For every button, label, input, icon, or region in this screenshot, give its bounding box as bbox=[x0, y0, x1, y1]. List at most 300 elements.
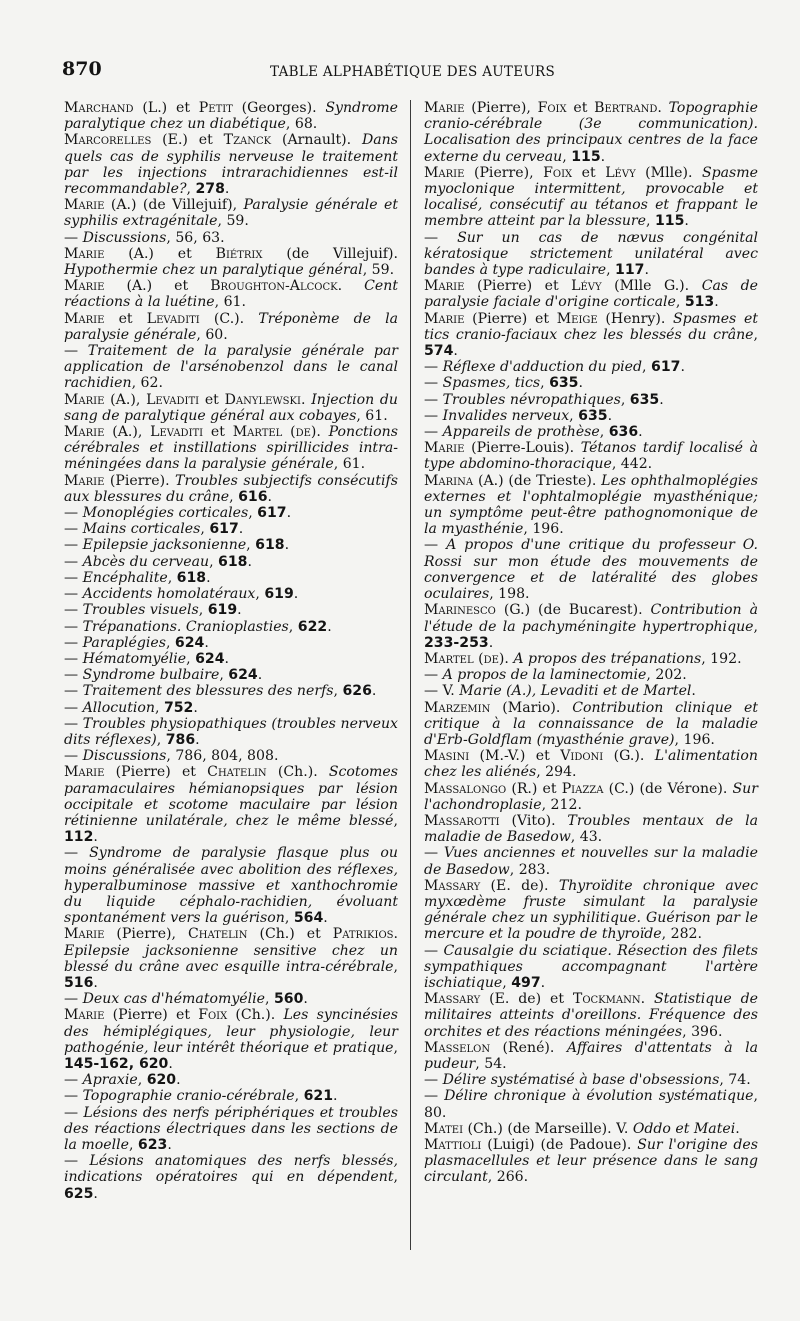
index-entry bbox=[424, 473, 758, 538]
entry-text: — bbox=[424, 229, 458, 246]
entry-title: Vues anciennes et nouvelles sur la maladie de Basedow bbox=[424, 845, 758, 878]
entry-text: (Mario). bbox=[490, 699, 573, 716]
page-ref: 145-162, 620 bbox=[64, 1055, 169, 1072]
entry-text: (Ch.). bbox=[266, 764, 329, 781]
page-ref: 564 bbox=[293, 910, 324, 927]
entry-text: , 56, 63. bbox=[166, 229, 225, 246]
author-name: Marie bbox=[64, 245, 105, 262]
author-name: Marina bbox=[424, 472, 474, 489]
entry-text: (Luigi) (de Padoue). bbox=[481, 1137, 638, 1153]
index-entry bbox=[64, 926, 398, 991]
author-name: Marinesco bbox=[424, 602, 496, 619]
entry-text: , 294. bbox=[536, 764, 577, 781]
entry-text: (A.) et bbox=[104, 278, 211, 295]
entry-title: Sur un cas de nævus congénital kératosique strictement unilatéral avec bandes à type radiculaire bbox=[424, 229, 758, 279]
index-entry bbox=[64, 521, 398, 537]
entry-title: Apraxie bbox=[82, 1072, 138, 1089]
index-entry bbox=[424, 667, 758, 683]
entry-text: . bbox=[168, 1055, 173, 1072]
entry-text: — bbox=[424, 1088, 445, 1105]
entry-title: Invalides nerveux bbox=[442, 407, 570, 424]
entry-text: . bbox=[657, 100, 669, 116]
page-ref: 624 bbox=[195, 650, 225, 667]
entry-title: Syndrome bulbaire bbox=[82, 667, 220, 684]
author-name: Marzemin bbox=[424, 699, 491, 716]
index-entry bbox=[64, 537, 398, 553]
entry-text: , 202. bbox=[646, 667, 687, 684]
entry-text: (Pierre) et bbox=[104, 1007, 199, 1024]
entry-text: , bbox=[165, 634, 175, 651]
index-entry bbox=[64, 845, 398, 926]
page-ref: 636 bbox=[608, 424, 639, 441]
author-name: Masini bbox=[424, 748, 470, 765]
author-name: Marie bbox=[64, 424, 105, 441]
page-ref: 635 bbox=[578, 407, 608, 424]
entry-text: (Ch.). bbox=[227, 1007, 284, 1024]
entry-title: Mains corticales bbox=[82, 521, 201, 538]
entry-title: Trépanations. Cranioplasties bbox=[82, 618, 289, 635]
page-ref: 560 bbox=[273, 991, 304, 1008]
entry-text: — bbox=[64, 537, 83, 554]
author-name: Massary bbox=[424, 991, 481, 1008]
entry-text: , bbox=[154, 699, 164, 716]
page-ref: 617 bbox=[209, 521, 239, 538]
entry-text: (Vito). bbox=[499, 812, 568, 829]
entry-text: . bbox=[284, 537, 290, 554]
entry-text: . bbox=[714, 294, 719, 311]
entry-text: , bbox=[248, 505, 258, 522]
index-entry bbox=[424, 424, 758, 440]
entry-title: Traitement des blessures des nerfs bbox=[82, 683, 334, 700]
page-ref: 233-253 bbox=[424, 634, 489, 651]
entry-text: (de Villejuif). bbox=[262, 245, 398, 262]
entry-title: A propos d'une critique du professeur O. Rossi sur mon étude des mouvements de convergence et de latéralité des globes oculaires bbox=[424, 537, 758, 603]
index-entry bbox=[424, 943, 758, 992]
page-ref: 625 bbox=[64, 1185, 94, 1202]
entry-text: . bbox=[488, 634, 494, 651]
author-name: Levaditi bbox=[146, 310, 200, 327]
entry-text: , bbox=[333, 683, 343, 700]
index-entry bbox=[424, 278, 758, 310]
entry-text: et bbox=[199, 391, 225, 408]
author-name: Matei bbox=[424, 1120, 464, 1137]
entry-text: , bbox=[284, 910, 294, 927]
entry-title: Allocution bbox=[82, 699, 155, 716]
entry-text: , bbox=[393, 812, 398, 829]
index-entry bbox=[64, 570, 398, 586]
index-entry bbox=[424, 1137, 758, 1186]
entry-text: , 60. bbox=[196, 326, 228, 343]
entry-text: . bbox=[267, 488, 273, 505]
entry-text: , bbox=[255, 586, 265, 603]
entry-text: (Ch.) (de Marseille). V. bbox=[463, 1120, 633, 1137]
entry-text: — bbox=[64, 602, 83, 619]
entry-text: , 212. bbox=[541, 796, 582, 813]
author-name: Marie bbox=[64, 472, 105, 489]
entry-text: . bbox=[371, 683, 377, 700]
entry-text: (Pierre) et bbox=[104, 764, 208, 781]
entry-text: , bbox=[200, 521, 210, 538]
index-entry bbox=[424, 537, 758, 602]
entry-text: , 442. bbox=[611, 456, 653, 473]
entry-text: , 74. bbox=[719, 1072, 751, 1089]
entry-text: , bbox=[246, 537, 256, 554]
author-name: Masselon bbox=[424, 1039, 491, 1056]
page-ref: 623 bbox=[137, 1137, 168, 1153]
page-ref: 624 bbox=[174, 634, 205, 651]
page-ref: 620 bbox=[146, 1072, 177, 1089]
author-name: Bertrand bbox=[594, 100, 658, 116]
page-ref: 635 bbox=[629, 391, 660, 408]
entry-text: , 283. bbox=[509, 861, 551, 878]
entry-title: Hématomyélie bbox=[82, 650, 187, 667]
page-ref: 117 bbox=[615, 262, 645, 279]
author-name: Marie bbox=[424, 100, 465, 116]
entry-text: , bbox=[393, 1039, 398, 1056]
entry-text: (Pierre) et bbox=[464, 310, 557, 327]
author-name: Martel (de) bbox=[232, 424, 317, 441]
entry-text: — bbox=[424, 407, 443, 424]
index-entry bbox=[424, 683, 758, 699]
entry-text: , 59. bbox=[362, 262, 395, 279]
page-ref: 786 bbox=[165, 731, 196, 748]
index-entry bbox=[424, 813, 758, 845]
entry-text: , bbox=[128, 1137, 138, 1153]
entry-text: — bbox=[64, 1153, 90, 1170]
page-ref: 115 bbox=[571, 148, 601, 165]
index-entry bbox=[64, 343, 398, 392]
index-entry bbox=[424, 845, 758, 877]
entry-text: — bbox=[64, 229, 83, 246]
entry-title: Discussions bbox=[82, 748, 167, 765]
column-divider bbox=[410, 100, 411, 1250]
entry-text: — V. bbox=[424, 683, 460, 700]
entry-text: . bbox=[93, 974, 98, 991]
entry-text: , bbox=[186, 650, 196, 667]
author-name: Danylewski bbox=[224, 391, 301, 408]
entry-text: , 786, 804, 808. bbox=[166, 748, 279, 765]
entry-text: (Arnault). bbox=[271, 132, 362, 149]
index-entry bbox=[64, 473, 398, 505]
entry-text: . bbox=[337, 278, 365, 295]
index-entry bbox=[424, 359, 758, 375]
entry-text: , bbox=[753, 326, 758, 343]
author-name: Marie bbox=[64, 197, 105, 214]
author-name: Biétrix bbox=[215, 245, 263, 262]
entry-text: — bbox=[64, 715, 83, 732]
author-name: Marie bbox=[64, 278, 105, 295]
entry-text: , bbox=[642, 359, 652, 376]
entry-text: , bbox=[209, 553, 219, 570]
entry-text: . bbox=[224, 181, 230, 198]
entry-text: . bbox=[176, 1072, 181, 1089]
entry-text: — bbox=[424, 1072, 443, 1089]
index-entry bbox=[424, 1121, 758, 1137]
entry-text: — bbox=[64, 991, 83, 1008]
entry-text: , 68. bbox=[285, 116, 318, 133]
entry-text: , 196. bbox=[523, 521, 564, 538]
entry-title: Réflexe d'adduction du pied bbox=[442, 359, 643, 376]
index-entry bbox=[424, 651, 758, 667]
entry-title: A propos de la laminectomie bbox=[442, 667, 647, 684]
entry-text: , bbox=[265, 991, 274, 1008]
page-ref: 621 bbox=[303, 1088, 334, 1105]
entry-title: Deux cas d'hématomyélie bbox=[82, 991, 265, 1008]
page-ref: 112 bbox=[64, 829, 94, 846]
entry-text: , bbox=[540, 375, 550, 392]
entry-text: , bbox=[198, 602, 208, 619]
entry-title: Topographie cranio-cérébrale bbox=[82, 1088, 295, 1105]
entry-text: , 59. bbox=[217, 213, 249, 230]
entry-text: (A.) et bbox=[104, 245, 216, 262]
entry-text: , 266. bbox=[487, 1169, 529, 1186]
entry-title: Tréponème de la paralysie générale bbox=[64, 310, 398, 343]
index-entry bbox=[64, 1105, 398, 1154]
entry-text: (E. de) et bbox=[480, 991, 573, 1008]
author-name: Marie bbox=[64, 764, 105, 781]
author-name: Marcorelles bbox=[64, 132, 152, 149]
page-ref: 619 bbox=[264, 586, 294, 603]
index-entry bbox=[424, 878, 758, 943]
index-entry bbox=[424, 991, 758, 1040]
entry-text: , bbox=[156, 731, 166, 748]
entry-title: Marie (A.), Levaditi et de Martel bbox=[459, 683, 692, 700]
entry-text: . bbox=[323, 910, 328, 927]
entry-text: , bbox=[288, 618, 298, 635]
entry-title: Tétanos tardif localisé à type abdomino-thoracique bbox=[424, 440, 759, 473]
page-ref: 516 bbox=[64, 974, 94, 991]
entry-text: — bbox=[64, 569, 83, 586]
entry-text: — bbox=[64, 667, 83, 684]
index-entry bbox=[64, 700, 398, 716]
entry-text: (A.), bbox=[104, 391, 147, 408]
entry-text: (Pierre), bbox=[464, 164, 544, 181]
index-entry bbox=[64, 1007, 398, 1072]
entry-text: , 282. bbox=[661, 926, 702, 943]
index-entry bbox=[424, 1088, 758, 1120]
entry-text: (C.). bbox=[199, 310, 259, 327]
author-name: Levaditi bbox=[150, 424, 204, 441]
entry-title: Syndrome de paralysie flasque plus ou moins généralisée avec abolition des réflexes, hyperalbuminose massive et xanthochromie du liquide céphalo-rachidien, évoluant spontanément vers la guérison bbox=[64, 845, 398, 927]
author-name: Tzanck bbox=[223, 132, 272, 149]
index-entry bbox=[424, 230, 758, 279]
author-name: Mattioli bbox=[424, 1137, 482, 1153]
author-name: Marie bbox=[64, 926, 105, 943]
entry-text: , 192. bbox=[701, 650, 742, 667]
entry-text: — bbox=[64, 845, 90, 862]
entry-text: (Pierre) et bbox=[464, 278, 572, 295]
index-entry bbox=[64, 586, 398, 602]
entry-text: — bbox=[64, 748, 83, 765]
entry-text: . bbox=[300, 391, 312, 408]
entry-text: — bbox=[64, 683, 83, 700]
entry-title: Appareils de prothèse bbox=[442, 424, 600, 441]
entry-text: (Pierre), bbox=[464, 100, 538, 116]
entry-text: , bbox=[294, 1088, 304, 1105]
entry-title: Délire systématisé à base d'obsessions bbox=[442, 1072, 720, 1089]
page-ref: 497 bbox=[511, 974, 541, 991]
entry-title: Sur l'achondroplasie bbox=[424, 780, 758, 813]
index-entry bbox=[64, 991, 398, 1007]
entry-title: Troubles névropathiques bbox=[442, 391, 621, 408]
index-entry bbox=[64, 246, 398, 278]
page-ref: 618 bbox=[176, 569, 207, 586]
entry-title: Troubles visuels bbox=[82, 602, 199, 619]
entry-title: Accidents homolatéraux bbox=[82, 586, 256, 603]
entry-text: — bbox=[64, 699, 83, 716]
entry-text: , 61. bbox=[333, 456, 366, 473]
page-ref: 278 bbox=[195, 181, 225, 198]
entry-text: . bbox=[638, 424, 643, 441]
entry-text: — bbox=[64, 1104, 84, 1121]
entry-text: . bbox=[640, 991, 654, 1008]
index-entry bbox=[64, 1153, 398, 1202]
entry-text: (L.) et bbox=[133, 100, 199, 116]
page-ref: 619 bbox=[207, 602, 238, 619]
entry-text: , 62. bbox=[131, 375, 163, 392]
entry-text: et bbox=[203, 424, 233, 441]
entry-title: Abcès du cerveau bbox=[82, 553, 210, 570]
entry-text: et bbox=[572, 164, 606, 181]
author-name: Piazza bbox=[561, 780, 604, 797]
entry-text: , bbox=[606, 262, 616, 279]
entry-text: (Mlle). bbox=[635, 164, 702, 181]
left-column bbox=[64, 100, 398, 1202]
entry-text: — bbox=[64, 634, 83, 651]
entry-text: , 43. bbox=[570, 829, 603, 846]
entry-text: . bbox=[333, 1088, 338, 1105]
page-ref: 513 bbox=[684, 294, 715, 311]
index-entry bbox=[64, 635, 398, 651]
entry-text: . bbox=[204, 634, 209, 651]
index-entry bbox=[424, 700, 758, 749]
entry-text: , bbox=[167, 569, 177, 586]
index-entry bbox=[424, 311, 758, 360]
index-entry bbox=[424, 165, 758, 230]
index-entry bbox=[64, 132, 398, 197]
entry-title: Monoplégies corticales bbox=[82, 505, 249, 522]
entry-text: . bbox=[691, 683, 696, 700]
page-ref: 617 bbox=[257, 505, 287, 522]
entry-title: Encéphalite bbox=[82, 569, 168, 586]
entry-title: Cas de paralysie faciale d'origine corticale bbox=[424, 278, 758, 311]
entry-text: , bbox=[620, 391, 630, 408]
author-name: Patrikios bbox=[332, 926, 394, 943]
entry-text: , 198. bbox=[489, 586, 530, 603]
entry-text: (E.) et bbox=[151, 132, 224, 149]
author-name: Marie bbox=[64, 310, 105, 327]
index-entry bbox=[424, 440, 758, 472]
entry-text: . bbox=[327, 618, 332, 635]
index-entry bbox=[424, 748, 758, 780]
index-entry bbox=[64, 716, 398, 748]
entry-text: . bbox=[316, 424, 329, 441]
entry-title: Troubles subjectifs consécutifs aux blessures du crâne bbox=[64, 472, 398, 505]
entry-title: Spasmes, tics bbox=[442, 375, 541, 392]
entry-text: (Pierre). bbox=[104, 472, 176, 489]
entry-text: . bbox=[453, 343, 458, 360]
entry-title: Hypothermie chez un paralytique général bbox=[64, 262, 363, 279]
entry-title: Syndrome paralytique chez un diabétique bbox=[64, 100, 399, 133]
index-entry bbox=[64, 505, 398, 521]
entry-text: . bbox=[286, 505, 292, 522]
index-entry bbox=[64, 748, 398, 764]
entry-text: (Ch.) et bbox=[247, 926, 333, 943]
index-entry bbox=[424, 1040, 758, 1072]
entry-title: Lésions anatomiques des nerfs blessés, indications opératoires qui en dépendent bbox=[64, 1153, 398, 1186]
entry-text: , 80. bbox=[424, 1088, 758, 1121]
entry-title: Spasme myoclonique intermittent, provocable et localisé, consécutif au tétanos et frappant le membre atteint par la blessure bbox=[424, 164, 758, 230]
entry-text: — bbox=[64, 1088, 83, 1105]
entry-text: . bbox=[540, 974, 546, 991]
author-name: Massalongo bbox=[424, 780, 507, 797]
index-entry bbox=[424, 392, 758, 408]
author-name: Marie bbox=[424, 164, 465, 181]
entry-text: . bbox=[93, 829, 98, 846]
entry-text: (René). bbox=[490, 1039, 567, 1056]
author-name: Foix bbox=[543, 164, 573, 181]
entry-text: — bbox=[64, 343, 88, 360]
entry-title: Contribution clinique et critique à la connaissance de la maladie d'Erb-Goldflam (myasthénie grave) bbox=[424, 699, 758, 748]
entry-text: . bbox=[680, 359, 685, 376]
entry-text: — bbox=[424, 942, 444, 959]
entry-text: . bbox=[238, 521, 244, 538]
entry-title: Sur l'origine des plasmacellules et leur présence dans le sang circulant bbox=[424, 1137, 758, 1186]
entry-title: Les syncinésies des hémiplégiques, leur physiologie, leur pathogénie, leur intérêt théorique et pratique bbox=[64, 1007, 398, 1056]
index-entry bbox=[64, 311, 398, 343]
author-name: Marie bbox=[424, 310, 465, 327]
index-entry bbox=[424, 1072, 758, 1088]
entry-text: . bbox=[193, 699, 198, 716]
entry-text: , 54. bbox=[475, 1055, 507, 1072]
index-entry bbox=[64, 554, 398, 570]
entry-text: . bbox=[600, 148, 606, 165]
entry-text: . bbox=[237, 602, 242, 619]
index-entry bbox=[424, 408, 758, 424]
page-ref: 752 bbox=[163, 699, 194, 716]
entry-text: . bbox=[167, 1137, 172, 1153]
entry-title: Injection du sang de paralytique général aux cobayes bbox=[64, 391, 399, 424]
page-ref: 622 bbox=[297, 618, 328, 635]
page-ref: 115 bbox=[654, 213, 685, 230]
entry-text: — bbox=[424, 359, 443, 376]
entry-text: , 196. bbox=[674, 731, 715, 748]
entry-text: — bbox=[64, 521, 83, 538]
index-entry bbox=[64, 683, 398, 699]
entry-text: — bbox=[424, 391, 443, 408]
entry-text: , bbox=[393, 958, 398, 975]
entry-title: Traitement de la paralysie générale par application de l'arsénobenzol dans le canal rachidien bbox=[64, 343, 398, 392]
page-ref: 626 bbox=[342, 683, 372, 700]
index-entry bbox=[424, 602, 758, 651]
author-name: Chatelin bbox=[207, 764, 267, 781]
entry-title: Contribution à l'étude de la pachyméningite hypertrophique bbox=[424, 602, 758, 635]
author-name: Meige bbox=[556, 310, 598, 327]
entry-text: (A.) (de Trieste). bbox=[473, 472, 602, 489]
entry-text: , bbox=[645, 213, 655, 230]
entry-text: , bbox=[675, 294, 685, 311]
index-entry bbox=[424, 375, 758, 391]
entry-text: , bbox=[186, 181, 196, 198]
entry-text: — bbox=[424, 424, 443, 441]
author-name: Tockmann bbox=[572, 991, 641, 1008]
entry-text: (A.), bbox=[104, 424, 151, 441]
author-name: Broughton-Alcock bbox=[210, 278, 338, 295]
entry-text: (Pierre), bbox=[104, 926, 188, 943]
right-column bbox=[424, 100, 758, 1186]
entry-text: . bbox=[303, 991, 308, 1008]
entry-title: Topographie cranio-cérébrale (3e communication). Localisation des principaux centres de la face externe du cerveau bbox=[424, 100, 758, 165]
